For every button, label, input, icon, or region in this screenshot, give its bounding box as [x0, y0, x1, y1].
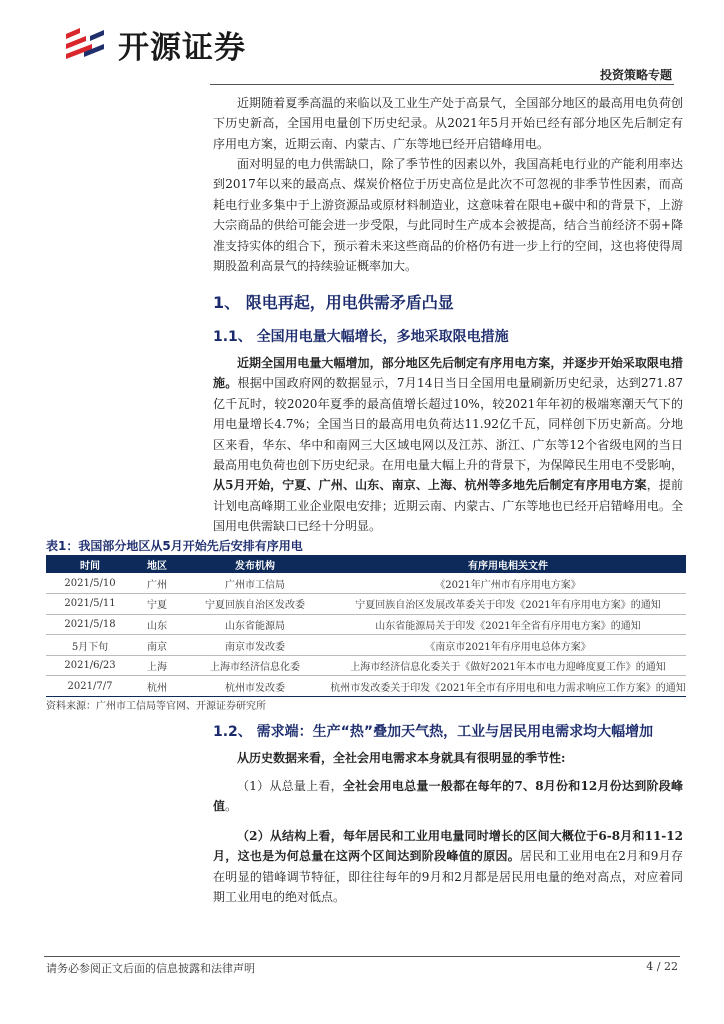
s11-bold-lead: 近期全国用电量大幅增加，部分地区先后制定有序用电方案，并逐步开始采取限电措施。 — [213, 356, 683, 391]
section-heading-1-1: 1.1、 全国用电量大幅增长，多地采取限电措施 — [213, 329, 509, 345]
footer-divider — [44, 956, 680, 957]
s12-p1-prefix: （1）从总量上看， — [237, 779, 343, 793]
cell-document: 杭州市发改委关于印发《2021年全市有序用电和电力需求响应工作方案》的通知 — [330, 676, 686, 697]
cell-time: 2021/7/7 — [46, 676, 134, 697]
cell-region: 杭州 — [134, 676, 180, 697]
header-divider — [210, 84, 674, 85]
s11-body-b: ，提前计划电高峰期工业企业限电安排；近期云南、内蒙古、广东等地也已经开启错峰用电。全国用电供需缺口已经十分明显。 — [213, 478, 683, 534]
col-time: 时间 — [46, 555, 134, 573]
section-1-2-lead: 从历史数据来看，全社会用电需求本身就具有很明显的季节性: — [237, 751, 566, 765]
section-heading-1-2: 1.2、 需求端：生产“热”叠加天气热，工业与居民用电需求均大幅增加 — [213, 724, 654, 740]
col-issuer: 发布机构 — [180, 555, 330, 573]
cell-issuer: 山东省能源局 — [180, 614, 330, 635]
cell-issuer: 南京市发改委 — [180, 635, 330, 656]
s12-p1-bold: 全社会用电总量一般都在每年的7、8月份和12月份达到阶段峰值 — [213, 779, 683, 814]
cell-document: 《南京市2021年有序用电总体方案》 — [330, 635, 686, 656]
cell-document: 宁夏回族自治区发展改革委关于印发《2021年有序用电方案》的通知 — [330, 594, 686, 615]
s12-p2-bold: （2）从结构上看，每年居民和工业用电量同时增长的区间大概位于6-8月和11-12月，这也是为何总量在这两个区间达到阶段峰值的原因。 — [213, 829, 683, 864]
cell-issuer: 上海市经济信息化委 — [180, 655, 330, 676]
cell-document: 《2021年广州市有序用电方案》 — [330, 573, 686, 594]
brand-logo — [60, 22, 246, 66]
cell-issuer: 广州市工信局 — [180, 573, 330, 594]
intro-paragraph-2: 面对明显的电力供需缺口，除了季节性的因素以外，我国高耗电行业的产能利用率达到2017年以来的最高点、煤炭价格位于历史高位是此次不可忽视的非季节性因素，而高耗电行业多集中于上游资源品或原材料制造业，这意味着在限电+碳中和的背景下，上游大宗商品的供给可能会进一步受限，与此同时生产成本会被提高，结合当前经济不弱+降准支持实体的组合下，预示着未来这些商品的价格仍有进一步上行的空间，这也将使得周期股盈利高景气的持续验证概率加大。 — [213, 157, 683, 274]
cell-issuer: 杭州市发改委 — [180, 676, 330, 697]
table-row — [46, 676, 686, 697]
cell-issuer: 宁夏回族自治区发改委 — [180, 594, 330, 615]
table-row — [46, 635, 686, 656]
page-number: 4 / 22 — [646, 960, 678, 973]
table-header-row — [46, 555, 686, 573]
section-1-2-point-1 — [213, 776, 683, 817]
orderly-power-table — [46, 555, 686, 697]
cell-document: 上海市经济信息化委关于《做好2021年本市电力迎峰度夏工作》的通知 — [330, 655, 686, 676]
s12-p2-rest: 居民和工业用电在2月和9月存在明显的错峰调节特征，即往往每年的9月和2月都是居民用电量的绝对高点，对应着同期工业用电的绝对低点。 — [213, 849, 683, 905]
cell-region: 广州 — [134, 573, 180, 594]
section-1-1-paragraph — [213, 353, 683, 537]
section-1-2-point-2 — [213, 826, 683, 908]
table-source: 资料来源：广州市工信局等官网、开源证券研究所 — [46, 701, 266, 712]
cell-region: 山东 — [134, 614, 180, 635]
cell-time: 5月下旬 — [46, 635, 134, 656]
brand-name: 开源证券 — [118, 29, 246, 66]
cell-time: 2021/5/18 — [46, 614, 134, 635]
s11-body-a: 根据中国政府网的数据显示，7月14日当日全国用电量刷新历史纪录，达到271.87亿千瓦时，较2020年夏季的最高值增长超过10%，较2021年年初的极端寒潮天气下的用电量增长4.7%；全国当日的最高用电负荷达11.92亿千瓦，同样创下历史新高。分地区来看，华东、华中和南网三大区域电网以及江苏、浙江、广东等12个省级电网的当日最高用电负荷也创下历史纪录。在用电量大幅上升的背景下，为保障民生用电不受影响， — [213, 376, 683, 473]
section-heading-1: 1、 限电再起，用电供需矛盾凸显 — [213, 293, 454, 312]
table-title: 表1：我国部分地区从5月开始先后安排有序用电 — [46, 539, 303, 553]
table-row — [46, 594, 686, 615]
cell-time: 2021/5/11 — [46, 594, 134, 615]
cell-document: 山东省能源局关于印发《2021年全省有序用电方案》的通知 — [330, 614, 686, 635]
brand-logo-icon — [60, 22, 110, 66]
table-row — [46, 655, 686, 676]
footer-disclaimer: 请务必参阅正文后面的信息披露和法律声明 — [46, 962, 255, 975]
cell-time: 2021/6/23 — [46, 655, 134, 676]
cell-region: 南京 — [134, 635, 180, 656]
intro-paragraph-1: 近期随着夏季高温的来临以及工业生产处于高景气，全国部分地区的最高用电负荷创下历史新高，全国用电量创下历史纪录。从2021年5月开始已经有部分地区先后制定有序用电方案，近期云南、内蒙古、广东等地已经开启错峰用电。 — [213, 96, 683, 151]
cell-region: 宁夏 — [134, 594, 180, 615]
s12-p1-suffix: 。 — [225, 799, 238, 814]
report-type: 投资策略专题 — [599, 68, 672, 82]
s11-bold-regions: 从5月开始，宁夏、广州、山东、南京、上海、杭州等多地先后制定有序用电方案 — [213, 478, 647, 493]
cell-region: 上海 — [134, 655, 180, 676]
cell-time: 2021/5/10 — [46, 573, 134, 594]
col-document: 有序用电相关文件 — [330, 555, 686, 573]
table-row — [46, 614, 686, 635]
col-region: 地区 — [134, 555, 180, 573]
table-row — [46, 573, 686, 594]
